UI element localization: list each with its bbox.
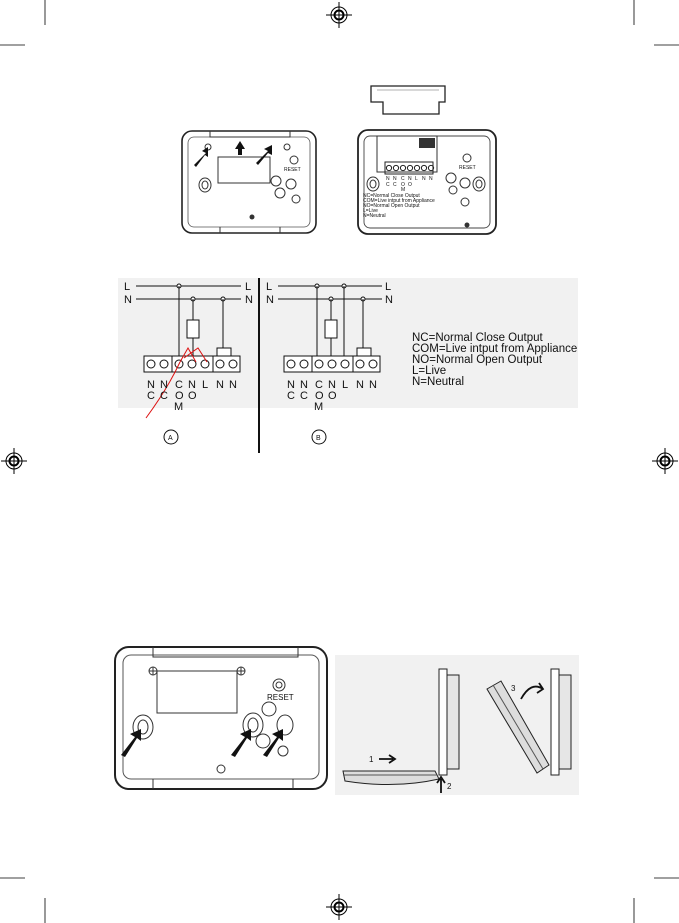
fv-term-4: N xyxy=(408,176,412,182)
svg-text:N: N xyxy=(300,379,308,391)
svg-text:M: M xyxy=(314,401,324,413)
svg-text:O: O xyxy=(175,390,184,402)
fv-term-5: L xyxy=(415,176,418,182)
mounting-steps xyxy=(335,655,579,795)
svg-text:N: N xyxy=(216,379,224,391)
fv-legend-4: L=Live xyxy=(363,208,378,214)
wiring-diagram xyxy=(118,278,578,453)
svg-text:N: N xyxy=(229,379,237,391)
svg-text:L: L xyxy=(245,281,252,293)
registration-target-left xyxy=(1,448,27,474)
legend-l: L=Live xyxy=(412,365,447,377)
svg-text:L: L xyxy=(124,281,131,293)
step-2-label: 2 xyxy=(447,782,452,791)
svg-text:L: L xyxy=(266,281,273,293)
svg-text:C: C xyxy=(175,379,183,391)
legend-n: N=Neutral xyxy=(412,376,465,388)
svg-text:C: C xyxy=(160,390,168,402)
mount-reset-label: RESET xyxy=(267,693,294,702)
svg-text:C: C xyxy=(315,379,323,391)
fv-term-3: C xyxy=(401,176,405,182)
device-back-view xyxy=(180,127,320,237)
svg-text:N: N xyxy=(160,379,168,391)
legend-no: NO=Normal Open Output xyxy=(412,354,543,366)
diagram-b-label: B xyxy=(316,435,321,442)
svg-text:N: N xyxy=(356,379,364,391)
device-front-view xyxy=(353,80,503,240)
fv-legend-3: NO=Normal Open Output xyxy=(363,203,420,209)
fv-reset-label: RESET xyxy=(459,165,476,171)
fv-sub-3: O xyxy=(401,182,405,188)
fv-legend-5: N=Neutral xyxy=(363,213,386,219)
svg-text:O: O xyxy=(328,390,337,402)
svg-text:N: N xyxy=(287,379,295,391)
svg-text:L: L xyxy=(342,379,349,391)
registration-target-right xyxy=(652,448,678,474)
step-3-label: 3 xyxy=(511,684,516,693)
svg-text:N: N xyxy=(245,294,253,306)
reset-label: RESET xyxy=(284,167,301,173)
fv-sub-1: C xyxy=(386,182,390,188)
svg-text:O: O xyxy=(188,390,197,402)
diagram-a-label: A xyxy=(168,435,173,442)
registration-target-bottom xyxy=(326,894,352,920)
svg-text:M: M xyxy=(174,401,184,413)
svg-text:N: N xyxy=(369,379,377,391)
svg-text:N: N xyxy=(385,294,393,306)
fv-sub-4: O xyxy=(408,182,412,188)
svg-text:C: C xyxy=(147,390,155,402)
fv-term-2: N xyxy=(393,176,397,182)
svg-text:O: O xyxy=(315,390,324,402)
fv-term-7: N xyxy=(429,176,433,182)
legend-nc: NC=Normal Close Output xyxy=(412,332,543,344)
svg-text:N: N xyxy=(147,379,155,391)
fv-term-1: N xyxy=(386,176,390,182)
legend-com: COM=Live intput from Appliance xyxy=(412,343,578,355)
svg-text:C: C xyxy=(300,390,308,402)
registration-target-top xyxy=(326,2,352,28)
svg-text:L: L xyxy=(202,379,209,391)
svg-text:N: N xyxy=(124,294,132,306)
mounting-back-plate xyxy=(113,645,333,795)
svg-text:N: N xyxy=(266,294,274,306)
fv-sub-m: M xyxy=(401,187,406,193)
fv-legend-1: NC=Normal Close Output xyxy=(363,193,420,199)
svg-text:N: N xyxy=(188,379,196,391)
fv-sub-2: C xyxy=(393,182,397,188)
svg-text:N: N xyxy=(328,379,336,391)
svg-text:C: C xyxy=(287,390,295,402)
fv-term-6: N xyxy=(422,176,426,182)
step-1-label: 1 xyxy=(369,755,374,764)
svg-text:L: L xyxy=(385,281,392,293)
fv-legend-2: COM=Live intput from Appliance xyxy=(363,198,435,204)
